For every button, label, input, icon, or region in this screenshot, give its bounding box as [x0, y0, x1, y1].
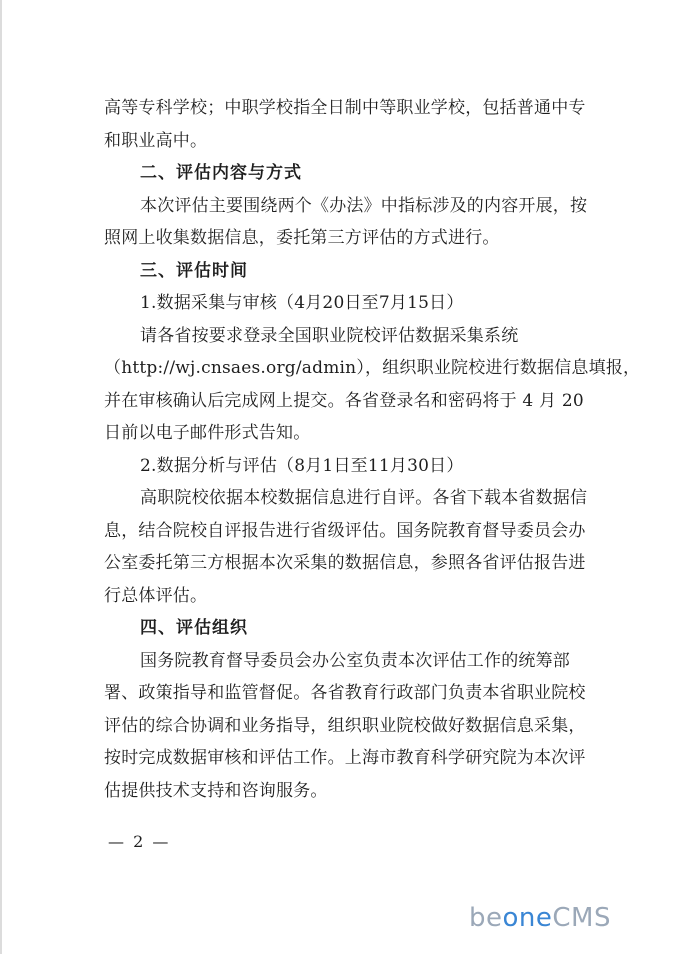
text-line: 息，结合院校自评报告进行省级评估。国务院教育督导委员会办 [104, 520, 586, 541]
subsection-heading: 2.数据分析与评估（8月1日至11月30日） [140, 455, 464, 476]
text-line: 和职业高中。 [104, 130, 208, 151]
text-line: 并在审核确认后完成网上提交。各省登录名和密码将于 4 月 20 [104, 390, 584, 411]
text-line: 高等专科学校；中职学校指全日制中等职业学校，包括普通中专 [104, 98, 586, 118]
text-line: 行总体评估。 [104, 585, 208, 606]
watermark-part: CMS [552, 903, 611, 933]
text-line: （http://wj.cnsaes.org/admin），组织职业院校进行数据信息填报， [104, 358, 641, 378]
text-line: 署、政策指导和监管督促。各省教育行政部门负责本省职业院校 [104, 683, 586, 703]
text-line: 本次评估主要围绕两个《办法》中指标涉及的内容开展，按 [140, 195, 588, 216]
subsection-heading: 1.数据采集与审核（4月20日至7月15日） [140, 293, 464, 313]
text-line: 照网上收集数据信息，委托第三方评估的方式进行。 [104, 228, 500, 248]
text-line: 日前以电子邮件形式告知。 [104, 423, 311, 443]
page-edge [0, 0, 2, 954]
section-heading: 二、评估内容与方式 [140, 163, 302, 183]
text-line: 按时完成数据审核和评估工作。上海市教育科学研究院为本次评 [104, 748, 586, 768]
watermark-part: be [469, 903, 503, 933]
document-body [104, 92, 641, 807]
text-line: 高职院校依据本校数据信息进行自评。各省下载本省数据信 [140, 488, 588, 508]
text-line: 评估的综合协调和业务指导，组织职业院校做好数据信息采集， [104, 715, 586, 736]
watermark-logo [469, 903, 611, 933]
text-line: 国务院教育督导委员会办公室负责本次评估工作的统筹部 [140, 650, 570, 671]
text-line: 估提供技术支持和咨询服务。 [104, 780, 328, 801]
text-line: 公室委托第三方根据本次采集的数据信息，参照各省评估报告进 [104, 553, 586, 573]
section-heading: 四、评估组织 [140, 618, 248, 638]
text-line: 请各省按要求登录全国职业院校评估数据采集系统 [140, 325, 519, 346]
section-heading: 三、评估时间 [140, 260, 248, 281]
page-number: — 2 — [108, 832, 171, 851]
watermark-part: one [502, 903, 553, 933]
